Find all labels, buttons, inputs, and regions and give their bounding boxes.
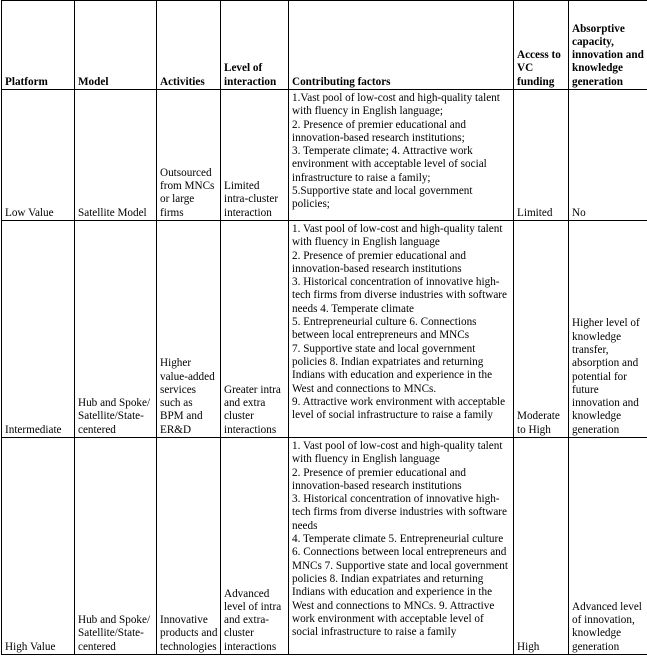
model-cell: Hub and Spoke/ Satellite/State-centered [75, 438, 157, 655]
factor-item: 5.Supportive state and local government policies; [292, 185, 473, 211]
activities-cell: Innovative products and technologies [157, 438, 221, 655]
absorptive-cell: Advanced level of innovation, knowledge generation [569, 438, 647, 655]
absorptive-cell: No [569, 90, 647, 221]
model-cell: Hub and Spoke/ Satellite/State-centered [75, 221, 157, 438]
absorptive-cell: Higher level of knowledge transfer, absorption and potential for future innovation and knowledge generation [569, 221, 647, 438]
factors-cell [289, 438, 514, 655]
header-row [2, 1, 647, 90]
factor-item: 1. Vast pool of low-cost and high-quality talent with fluency in English language [292, 223, 503, 249]
factor-item: 3. Historical concentration of innovative high-tech firms from diverse industries with software needs 4. Temperate climate [292, 276, 507, 315]
factor-item: 3. Historical concentration of innovative high-tech firms from diverse industries with software needs [292, 493, 507, 532]
header-absorptive-capacity: Absorptive capacity, innovation and knowledge generation [569, 1, 647, 90]
header-model: Model [75, 1, 157, 90]
interaction-cell: Limited intra-cluster interaction [221, 90, 289, 221]
factors-cell [289, 221, 514, 438]
header-vc-funding: Access to VC funding [514, 1, 569, 90]
factor-item: 3. Temperate climate; 4. Attractive work environment with acceptable level of social infrastructure to raise a family; [292, 145, 487, 184]
cluster-platform-table [1, 0, 647, 655]
factor-item: 7. Supportive state and local government policies 8. Indian expatriates and returning Indians with education and experience in the West and connections to MNCs. [292, 342, 493, 395]
factor-item: 2. Presence of premier educational and innovation-based research institutions [292, 466, 466, 492]
factor-item: 2. Presence of premier educational and innovation-based research institutions; [292, 118, 466, 144]
vc-funding-cell: High [514, 438, 569, 655]
table-row [2, 90, 647, 221]
factor-item: 1.Vast pool of low-cost and high-quality talent with fluency in English language; [292, 92, 500, 118]
factor-item: 9. Attractive work environment with acceptable level of social infrastructure to raise a family [292, 395, 506, 422]
vc-funding-cell: Moderate to High [514, 221, 569, 438]
factor-item: 1. Vast pool of low-cost and high-quality talent with fluency in English language [292, 440, 503, 466]
factors-cell [289, 90, 514, 221]
table-row [2, 221, 647, 438]
platform-cell: Intermediate [2, 221, 75, 438]
header-level-of-interaction: Level of interaction [221, 1, 289, 90]
model-cell: Satellite Model [75, 90, 157, 221]
interaction-cell: Advanced level of intra and extra-cluster interactions [221, 438, 289, 655]
factor-item: 4. Temperate climate 5. Entrepreneurial culture 6. Connections between local entrepreneurs and MNCs 7. Supportive state and local government policies 8. Indian expatriates and returning Indians with education and experience in the West and connections to MNCs. 9. Attractive work environment with acceptable level of social infrastructure to raise a family [292, 533, 508, 639]
interaction-cell: Greater intra and extra cluster interactions [221, 221, 289, 438]
header-activities: Activities [157, 1, 221, 90]
platform-cell: High Value [2, 438, 75, 655]
activities-cell: Outsourced from MNCs or large firms [157, 90, 221, 221]
platform-cell: Low Value [2, 90, 75, 221]
activities-cell: Higher value-added services such as BPM and ER&D [157, 221, 221, 438]
factor-item: 5. Entrepreneurial culture 6. Connections between local entrepreneurs and MNCs [292, 316, 477, 342]
factor-item: 2. Presence of premier educational and innovation-based research institutions [292, 249, 466, 275]
table-row [2, 438, 647, 655]
header-platform: Platform [2, 1, 75, 90]
header-contributing-factors: Contributing factors [289, 1, 514, 90]
vc-funding-cell: Limited [514, 90, 569, 221]
